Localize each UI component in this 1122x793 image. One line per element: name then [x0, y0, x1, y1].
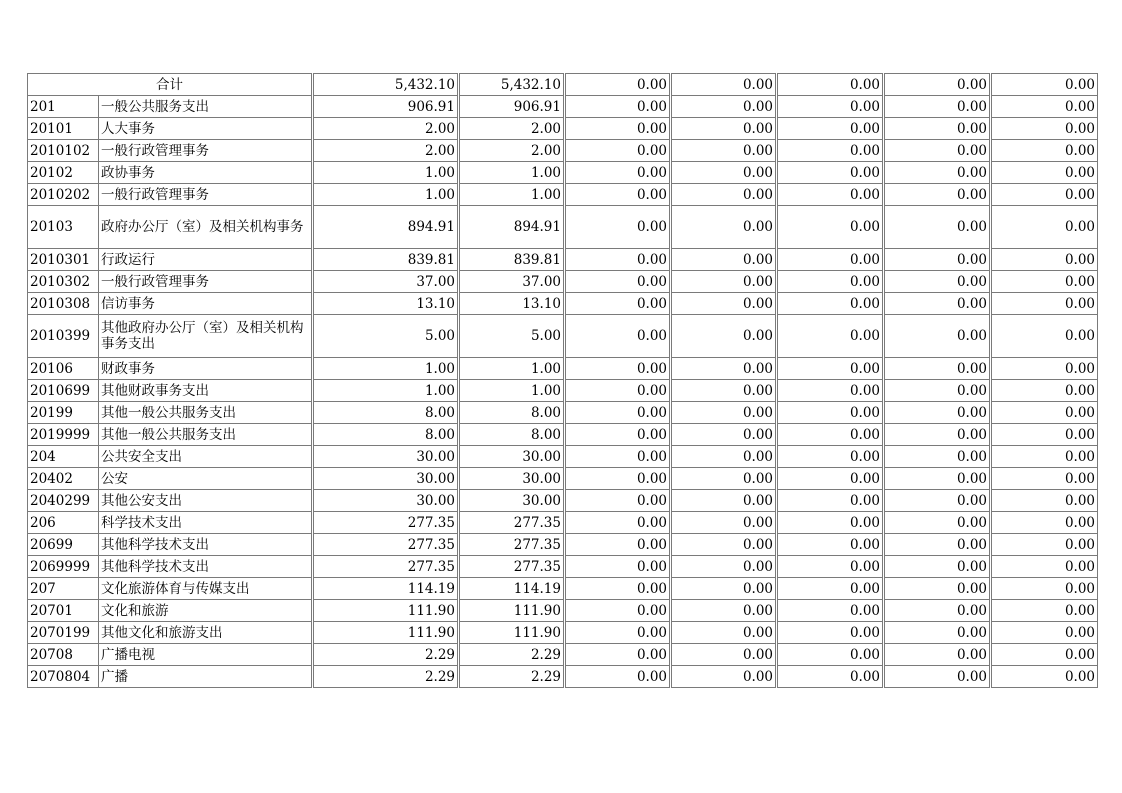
row-code: 2010102 [28, 140, 99, 162]
row-value-7: 0.00 [991, 293, 1098, 315]
row-name: 其他公安支出 [99, 490, 313, 512]
row-value-7: 0.00 [991, 622, 1098, 644]
row-value-2: 30.00 [459, 446, 565, 468]
row-value-6: 0.00 [884, 402, 991, 424]
row-value-4: 0.00 [671, 271, 777, 293]
row-value-4: 0.00 [671, 162, 777, 184]
row-value-5: 0.00 [777, 424, 884, 446]
row-value-1: 37.00 [313, 271, 459, 293]
row-value-5: 0.00 [777, 358, 884, 380]
row-value-1: 2.00 [313, 140, 459, 162]
row-value-1: 111.90 [313, 622, 459, 644]
row-code: 20102 [28, 162, 99, 184]
row-code: 2019999 [28, 424, 99, 446]
row-code: 2069999 [28, 556, 99, 578]
row-value-3: 0.00 [565, 184, 671, 206]
row-value-4: 0.00 [671, 600, 777, 622]
row-value-1: 906.91 [313, 96, 459, 118]
row-value-2: 111.90 [459, 622, 565, 644]
row-value-6: 0.00 [884, 644, 991, 666]
row-value-2: 111.90 [459, 600, 565, 622]
row-value-4: 0.00 [671, 140, 777, 162]
row-value-6: 0.00 [884, 512, 991, 534]
row-value-5: 0.00 [777, 468, 884, 490]
row-name: 广播电视 [99, 644, 313, 666]
row-value-3: 0.00 [565, 666, 671, 688]
row-value-6: 0.00 [884, 534, 991, 556]
row-value-1: 277.35 [313, 534, 459, 556]
row-value-6: 0.00 [884, 622, 991, 644]
row-code: 2070199 [28, 622, 99, 644]
table-row [28, 140, 1098, 162]
row-value-2: 30.00 [459, 468, 565, 490]
row-value-7: 0.00 [991, 402, 1098, 424]
row-name: 科学技术支出 [99, 512, 313, 534]
row-value-1: 111.90 [313, 600, 459, 622]
row-code: 20199 [28, 402, 99, 424]
row-value-1: 114.19 [313, 578, 459, 600]
table-row [28, 293, 1098, 315]
row-value-4: 0.00 [671, 206, 777, 249]
row-value-7: 0.00 [991, 249, 1098, 271]
row-value-2: 5.00 [459, 315, 565, 358]
row-value-6: 0.00 [884, 140, 991, 162]
row-value-3: 0.00 [565, 622, 671, 644]
row-value-2: 8.00 [459, 424, 565, 446]
row-value-2: 1.00 [459, 380, 565, 402]
table-row [28, 666, 1098, 688]
row-value-2: 906.91 [459, 96, 565, 118]
row-value-7: 0.00 [991, 424, 1098, 446]
row-value-2: 1.00 [459, 184, 565, 206]
row-code: 204 [28, 446, 99, 468]
row-code: 2010302 [28, 271, 99, 293]
row-value-6: 0.00 [884, 206, 991, 249]
row-value-3: 0.00 [565, 490, 671, 512]
row-value-7: 0.00 [991, 644, 1098, 666]
row-value-3: 0.00 [565, 206, 671, 249]
row-value-1: 894.91 [313, 206, 459, 249]
row-value-7: 0.00 [991, 600, 1098, 622]
row-value-5: 0.00 [777, 512, 884, 534]
row-value-5: 0.00 [777, 293, 884, 315]
row-name: 其他政府办公厅（室）及相关机构事务支出 [99, 315, 313, 358]
row-value-5: 0.00 [777, 490, 884, 512]
row-code: 2070804 [28, 666, 99, 688]
row-name: 行政运行 [99, 249, 313, 271]
total-value-1: 5,432.10 [313, 74, 459, 96]
row-value-5: 0.00 [777, 315, 884, 358]
table-row [28, 424, 1098, 446]
row-value-3: 0.00 [565, 446, 671, 468]
row-name: 其他一般公共服务支出 [99, 402, 313, 424]
row-value-6: 0.00 [884, 184, 991, 206]
table-row [28, 358, 1098, 380]
row-code: 2010301 [28, 249, 99, 271]
row-name: 其他文化和旅游支出 [99, 622, 313, 644]
row-value-2: 114.19 [459, 578, 565, 600]
row-value-6: 0.00 [884, 578, 991, 600]
row-value-2: 37.00 [459, 271, 565, 293]
row-value-6: 0.00 [884, 96, 991, 118]
row-value-5: 0.00 [777, 402, 884, 424]
total-value-6: 0.00 [884, 74, 991, 96]
row-value-6: 0.00 [884, 468, 991, 490]
row-value-6: 0.00 [884, 380, 991, 402]
row-value-7: 0.00 [991, 468, 1098, 490]
row-value-3: 0.00 [565, 96, 671, 118]
row-value-1: 30.00 [313, 468, 459, 490]
row-value-2: 277.35 [459, 556, 565, 578]
row-value-3: 0.00 [565, 271, 671, 293]
row-value-5: 0.00 [777, 96, 884, 118]
row-value-7: 0.00 [991, 534, 1098, 556]
table-row [28, 468, 1098, 490]
row-value-3: 0.00 [565, 315, 671, 358]
row-value-6: 0.00 [884, 446, 991, 468]
row-value-4: 0.00 [671, 315, 777, 358]
total-row [28, 74, 1098, 96]
row-value-3: 0.00 [565, 424, 671, 446]
table-row [28, 556, 1098, 578]
row-value-5: 0.00 [777, 206, 884, 249]
row-code: 2010202 [28, 184, 99, 206]
row-value-4: 0.00 [671, 380, 777, 402]
row-value-3: 0.00 [565, 600, 671, 622]
row-value-5: 0.00 [777, 600, 884, 622]
table-row [28, 600, 1098, 622]
row-name: 其他科学技术支出 [99, 534, 313, 556]
row-code: 2010308 [28, 293, 99, 315]
row-value-3: 0.00 [565, 293, 671, 315]
row-value-4: 0.00 [671, 358, 777, 380]
row-value-5: 0.00 [777, 271, 884, 293]
row-value-4: 0.00 [671, 249, 777, 271]
table-row [28, 96, 1098, 118]
row-value-2: 8.00 [459, 402, 565, 424]
table-row [28, 402, 1098, 424]
row-value-7: 0.00 [991, 271, 1098, 293]
table-row [28, 622, 1098, 644]
row-value-2: 277.35 [459, 534, 565, 556]
table-row [28, 446, 1098, 468]
row-value-1: 839.81 [313, 249, 459, 271]
table-row [28, 162, 1098, 184]
row-value-3: 0.00 [565, 140, 671, 162]
row-value-4: 0.00 [671, 644, 777, 666]
total-value-4: 0.00 [671, 74, 777, 96]
row-value-3: 0.00 [565, 380, 671, 402]
table-row [28, 644, 1098, 666]
row-name: 其他一般公共服务支出 [99, 424, 313, 446]
row-name: 政府办公厅（室）及相关机构事务 [99, 206, 313, 249]
row-name: 一般行政管理事务 [99, 271, 313, 293]
row-value-6: 0.00 [884, 424, 991, 446]
row-value-3: 0.00 [565, 578, 671, 600]
row-value-4: 0.00 [671, 402, 777, 424]
row-value-5: 0.00 [777, 556, 884, 578]
total-value-5: 0.00 [777, 74, 884, 96]
row-value-6: 0.00 [884, 293, 991, 315]
row-value-5: 0.00 [777, 534, 884, 556]
row-value-3: 0.00 [565, 534, 671, 556]
row-value-1: 5.00 [313, 315, 459, 358]
table-row [28, 534, 1098, 556]
row-value-7: 0.00 [991, 512, 1098, 534]
row-value-7: 0.00 [991, 118, 1098, 140]
row-name: 信访事务 [99, 293, 313, 315]
row-name: 其他科学技术支出 [99, 556, 313, 578]
row-value-4: 0.00 [671, 534, 777, 556]
table-row [28, 578, 1098, 600]
row-value-7: 0.00 [991, 556, 1098, 578]
row-value-6: 0.00 [884, 358, 991, 380]
row-value-1: 1.00 [313, 380, 459, 402]
row-value-6: 0.00 [884, 162, 991, 184]
row-value-4: 0.00 [671, 424, 777, 446]
row-value-4: 0.00 [671, 293, 777, 315]
row-value-7: 0.00 [991, 315, 1098, 358]
row-value-3: 0.00 [565, 118, 671, 140]
row-value-5: 0.00 [777, 446, 884, 468]
row-value-3: 0.00 [565, 556, 671, 578]
row-value-1: 277.35 [313, 512, 459, 534]
row-value-2: 839.81 [459, 249, 565, 271]
row-value-5: 0.00 [777, 140, 884, 162]
row-value-3: 0.00 [565, 512, 671, 534]
row-value-6: 0.00 [884, 600, 991, 622]
row-name: 广播 [99, 666, 313, 688]
row-name: 一般行政管理事务 [99, 140, 313, 162]
total-value-3: 0.00 [565, 74, 671, 96]
row-value-1: 2.00 [313, 118, 459, 140]
row-code: 2010399 [28, 315, 99, 358]
row-name: 一般公共服务支出 [99, 96, 313, 118]
row-code: 207 [28, 578, 99, 600]
row-value-7: 0.00 [991, 184, 1098, 206]
row-value-2: 30.00 [459, 490, 565, 512]
row-value-7: 0.00 [991, 666, 1098, 688]
row-value-4: 0.00 [671, 468, 777, 490]
row-value-5: 0.00 [777, 578, 884, 600]
row-value-4: 0.00 [671, 490, 777, 512]
row-value-5: 0.00 [777, 666, 884, 688]
table-row [28, 271, 1098, 293]
row-value-4: 0.00 [671, 622, 777, 644]
row-name: 公共安全支出 [99, 446, 313, 468]
row-value-3: 0.00 [565, 162, 671, 184]
row-value-1: 8.00 [313, 402, 459, 424]
total-value-7: 0.00 [991, 74, 1098, 96]
row-value-4: 0.00 [671, 556, 777, 578]
row-value-4: 0.00 [671, 512, 777, 534]
row-value-5: 0.00 [777, 118, 884, 140]
row-value-6: 0.00 [884, 249, 991, 271]
row-value-2: 2.00 [459, 118, 565, 140]
row-value-4: 0.00 [671, 446, 777, 468]
row-value-4: 0.00 [671, 96, 777, 118]
row-value-1: 2.29 [313, 644, 459, 666]
row-value-2: 2.29 [459, 666, 565, 688]
row-value-1: 13.10 [313, 293, 459, 315]
row-name: 公安 [99, 468, 313, 490]
row-name: 财政事务 [99, 358, 313, 380]
row-value-6: 0.00 [884, 118, 991, 140]
row-name: 文化旅游体育与传媒支出 [99, 578, 313, 600]
total-value-2: 5,432.10 [459, 74, 565, 96]
table-row [28, 490, 1098, 512]
row-value-6: 0.00 [884, 556, 991, 578]
row-name: 人大事务 [99, 118, 313, 140]
row-value-5: 0.00 [777, 622, 884, 644]
table-row [28, 206, 1098, 249]
row-value-4: 0.00 [671, 184, 777, 206]
row-value-2: 1.00 [459, 358, 565, 380]
total-label: 合计 [28, 74, 313, 96]
row-value-2: 2.29 [459, 644, 565, 666]
row-code: 2040299 [28, 490, 99, 512]
row-value-4: 0.00 [671, 118, 777, 140]
row-value-6: 0.00 [884, 315, 991, 358]
row-value-3: 0.00 [565, 468, 671, 490]
row-value-4: 0.00 [671, 666, 777, 688]
table-body [28, 74, 1098, 688]
row-value-6: 0.00 [884, 271, 991, 293]
row-value-1: 30.00 [313, 490, 459, 512]
row-value-7: 0.00 [991, 96, 1098, 118]
row-value-4: 0.00 [671, 578, 777, 600]
row-value-1: 30.00 [313, 446, 459, 468]
row-value-7: 0.00 [991, 380, 1098, 402]
row-value-2: 1.00 [459, 162, 565, 184]
row-value-1: 2.29 [313, 666, 459, 688]
row-name: 政协事务 [99, 162, 313, 184]
expenditure-table [27, 73, 1098, 688]
row-name: 文化和旅游 [99, 600, 313, 622]
row-code: 20101 [28, 118, 99, 140]
row-value-2: 894.91 [459, 206, 565, 249]
row-value-5: 0.00 [777, 184, 884, 206]
row-value-1: 1.00 [313, 162, 459, 184]
row-code: 2010699 [28, 380, 99, 402]
row-value-1: 8.00 [313, 424, 459, 446]
row-value-7: 0.00 [991, 446, 1098, 468]
row-value-2: 2.00 [459, 140, 565, 162]
table-row [28, 380, 1098, 402]
row-value-7: 0.00 [991, 140, 1098, 162]
table-row [28, 249, 1098, 271]
row-code: 20708 [28, 644, 99, 666]
row-code: 20402 [28, 468, 99, 490]
table-row [28, 118, 1098, 140]
row-value-3: 0.00 [565, 402, 671, 424]
row-value-3: 0.00 [565, 249, 671, 271]
row-name: 一般行政管理事务 [99, 184, 313, 206]
table-row [28, 184, 1098, 206]
row-value-5: 0.00 [777, 162, 884, 184]
row-value-1: 1.00 [313, 358, 459, 380]
row-code: 20699 [28, 534, 99, 556]
row-name: 其他财政事务支出 [99, 380, 313, 402]
row-value-5: 0.00 [777, 380, 884, 402]
row-code: 206 [28, 512, 99, 534]
row-value-7: 0.00 [991, 490, 1098, 512]
row-value-3: 0.00 [565, 358, 671, 380]
row-value-7: 0.00 [991, 162, 1098, 184]
row-value-7: 0.00 [991, 206, 1098, 249]
row-value-6: 0.00 [884, 666, 991, 688]
row-value-6: 0.00 [884, 490, 991, 512]
row-code: 201 [28, 96, 99, 118]
row-value-1: 1.00 [313, 184, 459, 206]
row-value-2: 13.10 [459, 293, 565, 315]
row-value-2: 277.35 [459, 512, 565, 534]
row-code: 20103 [28, 206, 99, 249]
row-value-5: 0.00 [777, 644, 884, 666]
row-value-7: 0.00 [991, 358, 1098, 380]
row-value-3: 0.00 [565, 644, 671, 666]
table-row [28, 512, 1098, 534]
row-value-5: 0.00 [777, 249, 884, 271]
row-code: 20106 [28, 358, 99, 380]
row-value-7: 0.00 [991, 578, 1098, 600]
row-code: 20701 [28, 600, 99, 622]
table-row [28, 315, 1098, 358]
row-value-1: 277.35 [313, 556, 459, 578]
